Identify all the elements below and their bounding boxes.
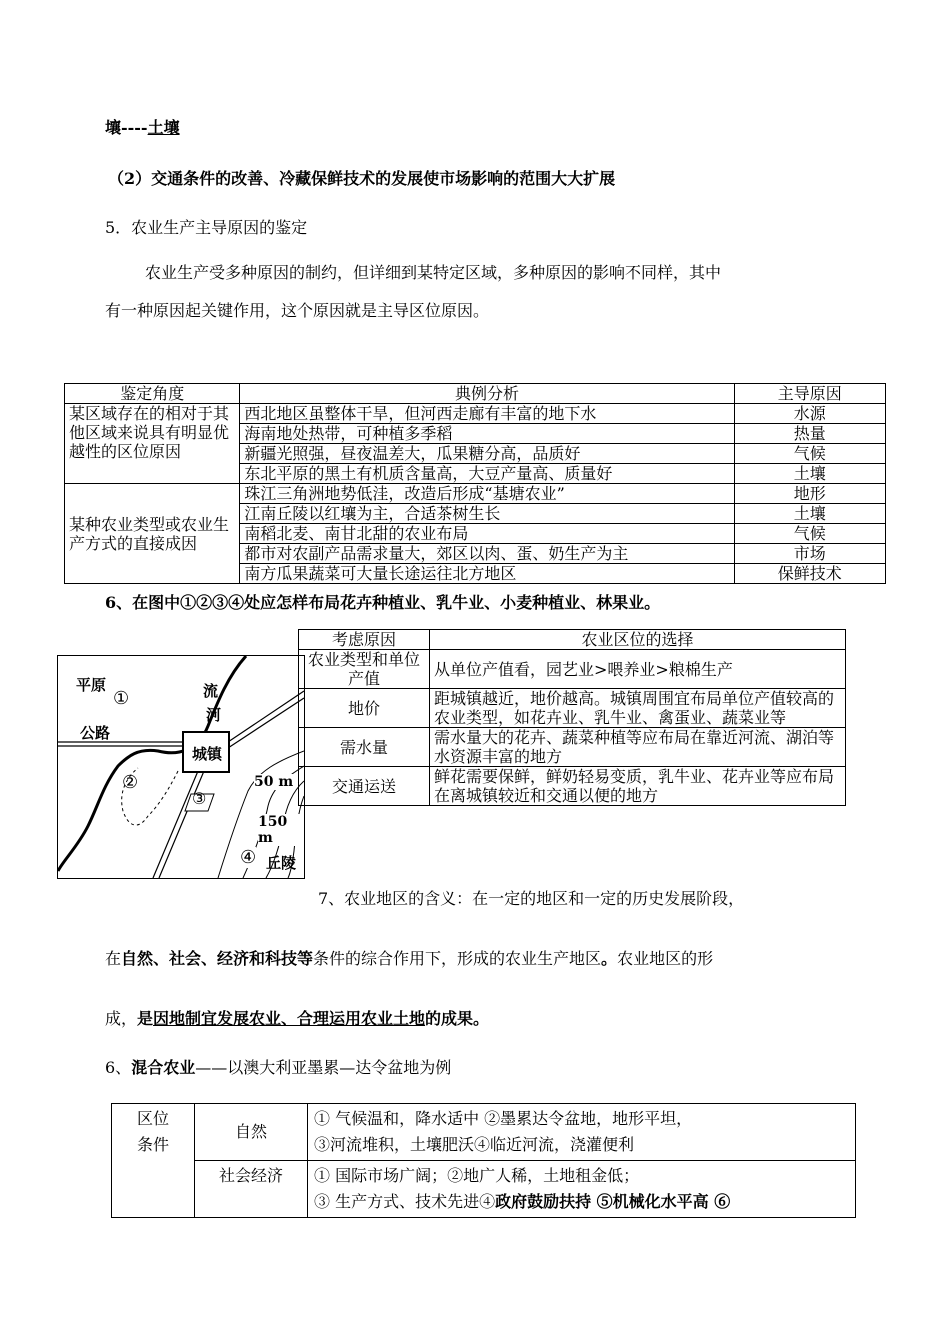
soil-underlined: 土壤: [147, 118, 180, 137]
mixed-farming-table: [111, 1103, 856, 1218]
reason-cell: 气候: [734, 524, 885, 544]
header-example: 典例分析: [240, 384, 734, 404]
underlined-span: 因地制宜发展农业、合理运用农业土地: [153, 1009, 426, 1028]
example-cell: 珠江三角洲地势低洼，改造后形成“基塘农业”: [240, 484, 734, 504]
reason-cell: 热量: [734, 424, 885, 444]
map-label-hill: 丘陵: [266, 854, 297, 872]
factor-cell: 农业类型和单位产值: [299, 650, 430, 689]
reason-cell: 气候: [734, 444, 885, 464]
reason-cell: 土壤: [734, 504, 885, 524]
line-soil: [105, 115, 180, 138]
example-cell: 都市对农副产品需求量大，郊区以肉、蛋、奶生产为主: [240, 544, 734, 564]
map-label-plain: 平原: [76, 676, 107, 694]
transport-statement: （2）交通条件的改善、冷藏保鲜技术的发展使市场影响的范围大大扩展: [108, 169, 616, 188]
group-1-label: 某区域存在的相对于其他区域来说具有明显优越性的区位原因: [65, 404, 240, 484]
reason-cell: 土壤: [734, 464, 885, 484]
natural-conditions: [308, 1104, 856, 1161]
para7-line-3: [105, 1006, 489, 1029]
social-line-2: [314, 1189, 849, 1215]
social-conditions: [308, 1161, 856, 1218]
example-cell: 西北地区虽整体干旱，但河西走廊有丰富的地下水: [240, 404, 734, 424]
map-contour-150: 150 m: [258, 814, 304, 846]
social-label: 社会经济: [195, 1161, 308, 1218]
example-cell: 新疆光照强，昼夜温差大，瓜果糖分高，品质好: [240, 444, 734, 464]
location-conditions-label: [112, 1104, 195, 1218]
leading-factor-table: [64, 383, 886, 584]
natural-line-2: ③河流堆积，土壤肥沃④临近河流，浇灌便利: [314, 1135, 635, 1154]
bold-span: 的成果。: [425, 1009, 490, 1028]
map-label-town: 城镇: [192, 745, 223, 763]
text-span: 农业地区的形: [617, 949, 714, 968]
text-span: 条件的综合作用下，形成的农业生产地区: [313, 949, 602, 968]
choice-cell: 需水量大的花卉、蔬菜种植等应布局在靠近河流、湖泊等水资源丰富的地方: [430, 728, 846, 767]
para7-line-2: [105, 946, 713, 969]
bold-span: 自然、社会、经济和科技等: [121, 949, 314, 968]
text-span: 在: [105, 949, 122, 968]
mixed-farming-heading: [105, 1055, 451, 1078]
factor-cell: 交通运送: [299, 767, 430, 806]
map-label-road: 公路: [80, 724, 111, 742]
factor-cell: 地价: [299, 689, 430, 728]
map-marker-4: ④: [240, 847, 257, 868]
choice-cell: 从单位产值看，园艺业>喂养业>粮棉生产: [430, 650, 846, 689]
map-marker-3: ③: [192, 789, 207, 808]
bold-span: 政府鼓励扶持 ⑤机械化水平高 ⑥: [495, 1192, 731, 1211]
social-line-1: ① 国际市场广阔；②地广人稀，土地租金低；: [314, 1166, 640, 1185]
choice-cell: 距城镇越近，地价越高。城镇周围宜布局单位产值较高的农业类型，如花卉业、乳牛业、禽蛋业、蔬菜业等: [430, 689, 846, 728]
example-cell: 海南地处热带，可种植多季稻: [240, 424, 734, 444]
farm-layout-map: [57, 655, 305, 879]
text-span: ——以澳大利亚墨累—达令盆地为例: [195, 1058, 452, 1077]
para7-line-1: 7、农业地区的含义：在一定的地区和一定的历史发展阶段，: [318, 889, 745, 908]
header-angle: 鉴定角度: [65, 384, 240, 404]
example-cell: 江南丘陵以红壤为主，合适茶树生长: [240, 504, 734, 524]
paragraph-line-2: 有一种原因起关键作用，这个原因就是主导区位原因。: [105, 301, 490, 320]
map-label-river-2: 河: [206, 706, 222, 724]
location-conditions-text: 区位条件: [137, 1109, 170, 1154]
header-factor: 考虑原因: [299, 630, 430, 650]
text-span: 6、: [105, 1058, 132, 1077]
natural-line-1: ① 气候温和，降水适中 ②墨累达令盆地，地形平坦，: [314, 1109, 693, 1128]
reason-cell: 地形: [734, 484, 885, 504]
section-5-heading: 5．农业生产主导原因的鉴定: [105, 218, 308, 237]
bold-span: 是: [137, 1009, 154, 1028]
location-choice-table: [298, 629, 846, 806]
example-cell: 南方瓜果蔬菜可大量长途运往北方地区: [240, 564, 734, 584]
natural-label: 自然: [195, 1104, 308, 1161]
bold-span: 。: [601, 949, 618, 968]
header-reason: 主导原因: [734, 384, 885, 404]
choice-cell: 鲜花需要保鲜，鲜奶轻易变质，乳牛业、花卉业等应布局在离城镇较近和交通以便的地方: [430, 767, 846, 806]
map-contour-50: 50 m: [254, 774, 294, 790]
bold-span: 混合农业: [131, 1058, 196, 1077]
map-marker-1: ①: [113, 688, 130, 709]
text-span: ③ 生产方式、技术先进④: [314, 1192, 496, 1211]
example-cell: 南稻北麦、南甘北甜的农业布局: [240, 524, 734, 544]
reason-cell: 市场: [734, 544, 885, 564]
reason-cell: 水源: [734, 404, 885, 424]
factor-cell: 需水量: [299, 728, 430, 767]
map-marker-2: ②: [122, 772, 139, 793]
header-choice: 农业区位的选择: [430, 630, 846, 650]
soil-prefix: 壤----: [105, 118, 148, 137]
example-cell: 东北平原的黑土有机质含量高，大豆产量高、质量好: [240, 464, 734, 484]
group-2-label: 某种农业类型或农业生产方式的直接成因: [65, 484, 240, 584]
map-label-river-1: 流: [203, 682, 219, 700]
question-6: 6、在图中①②③④处应怎样布局花卉种植业、乳牛业、小麦种植业、林果业。: [105, 593, 661, 612]
reason-cell: 保鲜技术: [734, 564, 885, 584]
text-span: 成，: [105, 1009, 138, 1028]
paragraph-line-1: 农业生产受多种原因的制约，但详细到某特定区域，多种原因的影响不同样，其中: [145, 263, 722, 282]
